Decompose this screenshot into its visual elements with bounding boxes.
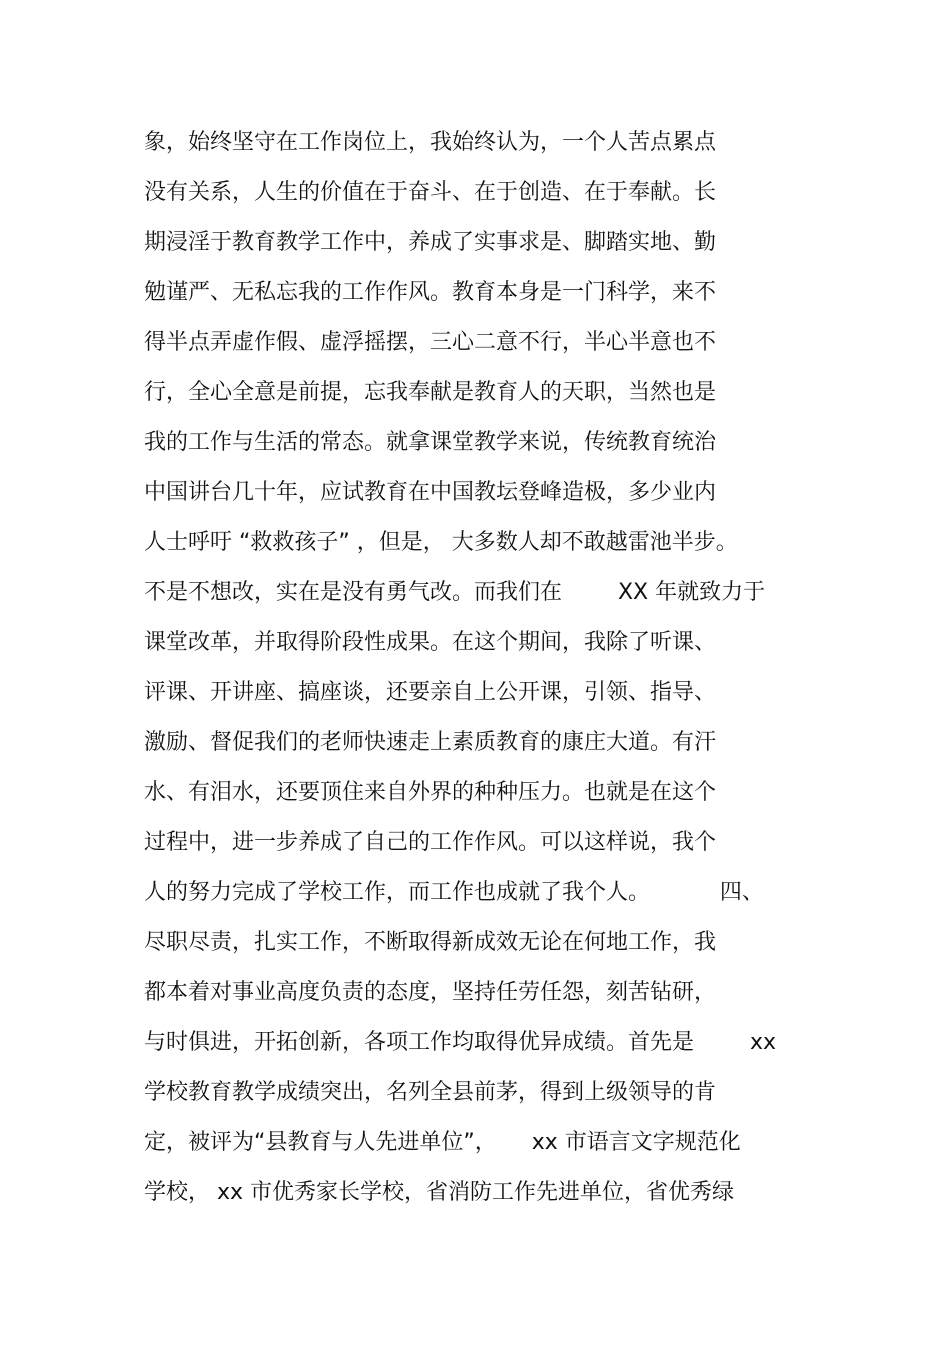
text-line: 不是不想改，实在是没有勇气改。而我们在 XX 年就致力于 [144,580,766,605]
text-line: 课堂改革，并取得阶段性成果。在这个期间，我除了听课、 [144,630,717,655]
text-line: 学校教育教学成绩突出，名列全县前茅，得到上级领导的肯 [144,1080,717,1105]
text-line: 学校， xx 市优秀家长学校，省消防工作先进单位，省优秀绿 [144,1180,735,1205]
text-line: 我的工作与生活的常态。就拿课堂教学来说，传统教育统治 [144,430,717,455]
text-line: 勉谨严、无私忘我的工作作风。教育本身是一门科学，来不 [144,280,717,305]
text-line: 中国讲台几十年，应试教育在中国教坛登峰造极，多少业内 [144,480,717,505]
text-line: 期浸淫于教育教学工作中，养成了实事求是、脚踏实地、勤 [144,230,717,255]
text-line: 人的努力完成了学校工作，而工作也成就了我个人。 四、 [144,880,764,905]
text-line: 定，被评为“县教育与人先进单位”， xx 市语言文字规范化 [144,1130,741,1155]
text-line: 象，始终坚守在工作岗位上，我始终认为，一个人苦点累点 [144,130,717,155]
text-line: 过程中，进一步养成了自己的工作作风。可以这样说，我个 [144,830,717,855]
text-line: 评课、开讲座、搞座谈，还要亲自上公开课，引领、指导、 [144,680,717,705]
text-line: 都本着对事业高度负责的态度，坚持任劳任怨，刻苦钻研， [144,980,717,1005]
text-line: 尽职尽责，扎实工作，不断取得新成效无论在何地工作，我 [144,930,717,955]
text-line: 行，全心全意是前提，忘我奉献是教育人的天职，当然也是 [144,380,717,405]
text-line: 水、有泪水，还要顶住来自外界的种种压力。也就是在这个 [144,780,717,805]
text-line: 与时俱进，开拓创新，各项工作均取得优异成绩。首先是 xx [144,1030,776,1055]
text-line: 人士呼吁 “救救孩子” ，但是， 大多数人却不敢越雷池半步。 [144,530,738,555]
text-line: 没有关系，人生的价值在于奋斗、在于创造、在于奉献。长 [144,180,717,205]
text-line: 得半点弄虚作假、虚浮摇摆，三心二意不行，半心半意也不 [144,330,717,355]
body-text [144,118,824,1218]
text-line: 激励、督促我们的老师快速走上素质教育的康庄大道。有汗 [144,730,717,755]
